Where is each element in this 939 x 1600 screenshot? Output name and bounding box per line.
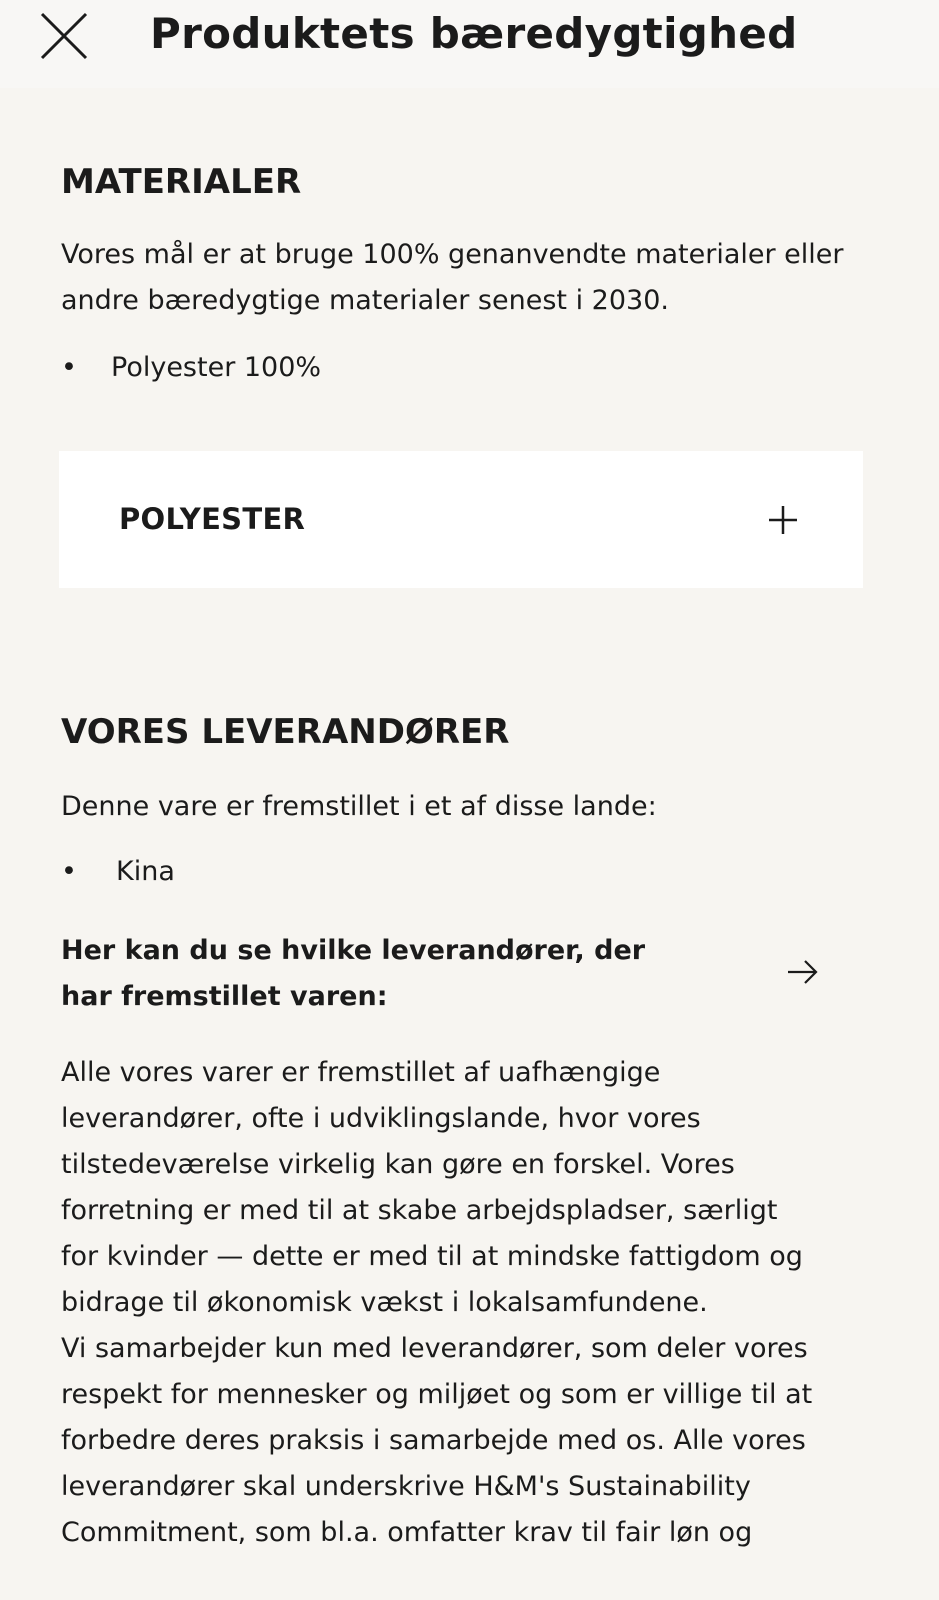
view-suppliers-link[interactable] <box>61 928 841 1024</box>
country-item-label: Kina <box>116 856 175 887</box>
accordion-label: POLYESTER <box>119 502 306 536</box>
suppliers-long-text <box>61 1050 881 1556</box>
close-icon <box>38 10 90 62</box>
text-line: Alle vores varer er fremstillet af uafhængige <box>61 1057 661 1088</box>
text-line: for kvinder — dette er med til at mindske fattigdom og <box>61 1241 803 1272</box>
materials-heading: MATERIALER <box>61 162 302 202</box>
polyester-accordion[interactable] <box>59 451 863 588</box>
header-bar <box>0 0 939 88</box>
arrow-right-icon <box>784 954 820 990</box>
text-line: respekt for mennesker og miljøet og som er villige til at <box>61 1379 813 1410</box>
bullet-icon: • <box>61 352 77 383</box>
text-line: bidrage til økonomisk vækst i lokalsamfundene. <box>61 1287 708 1318</box>
text-line: Vi samarbejder kun med leverandører, som deler vores <box>61 1333 808 1364</box>
view-suppliers-label: Her kan du se hvilke leverandører, der har fremstillet varen: <box>61 935 646 1012</box>
text-line: forbedre deres praksis i samarbejde med os. Alle vores <box>61 1425 806 1456</box>
plus-icon[interactable] <box>766 503 800 537</box>
page-title: Produktets bæredygtighed <box>150 9 798 58</box>
text-line: forretning er med til at skabe arbejdspladser, særligt <box>61 1195 778 1226</box>
material-item-label: Polyester 100% <box>111 352 322 383</box>
suppliers-heading: VORES LEVERANDØRER <box>61 712 510 752</box>
close-button[interactable] <box>34 6 94 66</box>
bullet-icon: • <box>61 856 77 887</box>
text-line: leverandører skal underskrive H&M's Sustainability <box>61 1471 751 1502</box>
text-line: Commitment, som bl.a. omfatter krav til fair løn og <box>61 1517 753 1548</box>
suppliers-description: Denne vare er fremstillet i et af disse lande: <box>61 791 657 822</box>
text-line: leverandører, ofte i udviklingslande, hvor vores <box>61 1103 701 1134</box>
materials-description: Vores mål er at bruge 100% genanvendte materialer eller andre bæredygtige materialer senest i 2030. <box>61 239 844 316</box>
text-line: tilstedeværelse virkelig kan gøre en forskel. Vores <box>61 1149 735 1180</box>
